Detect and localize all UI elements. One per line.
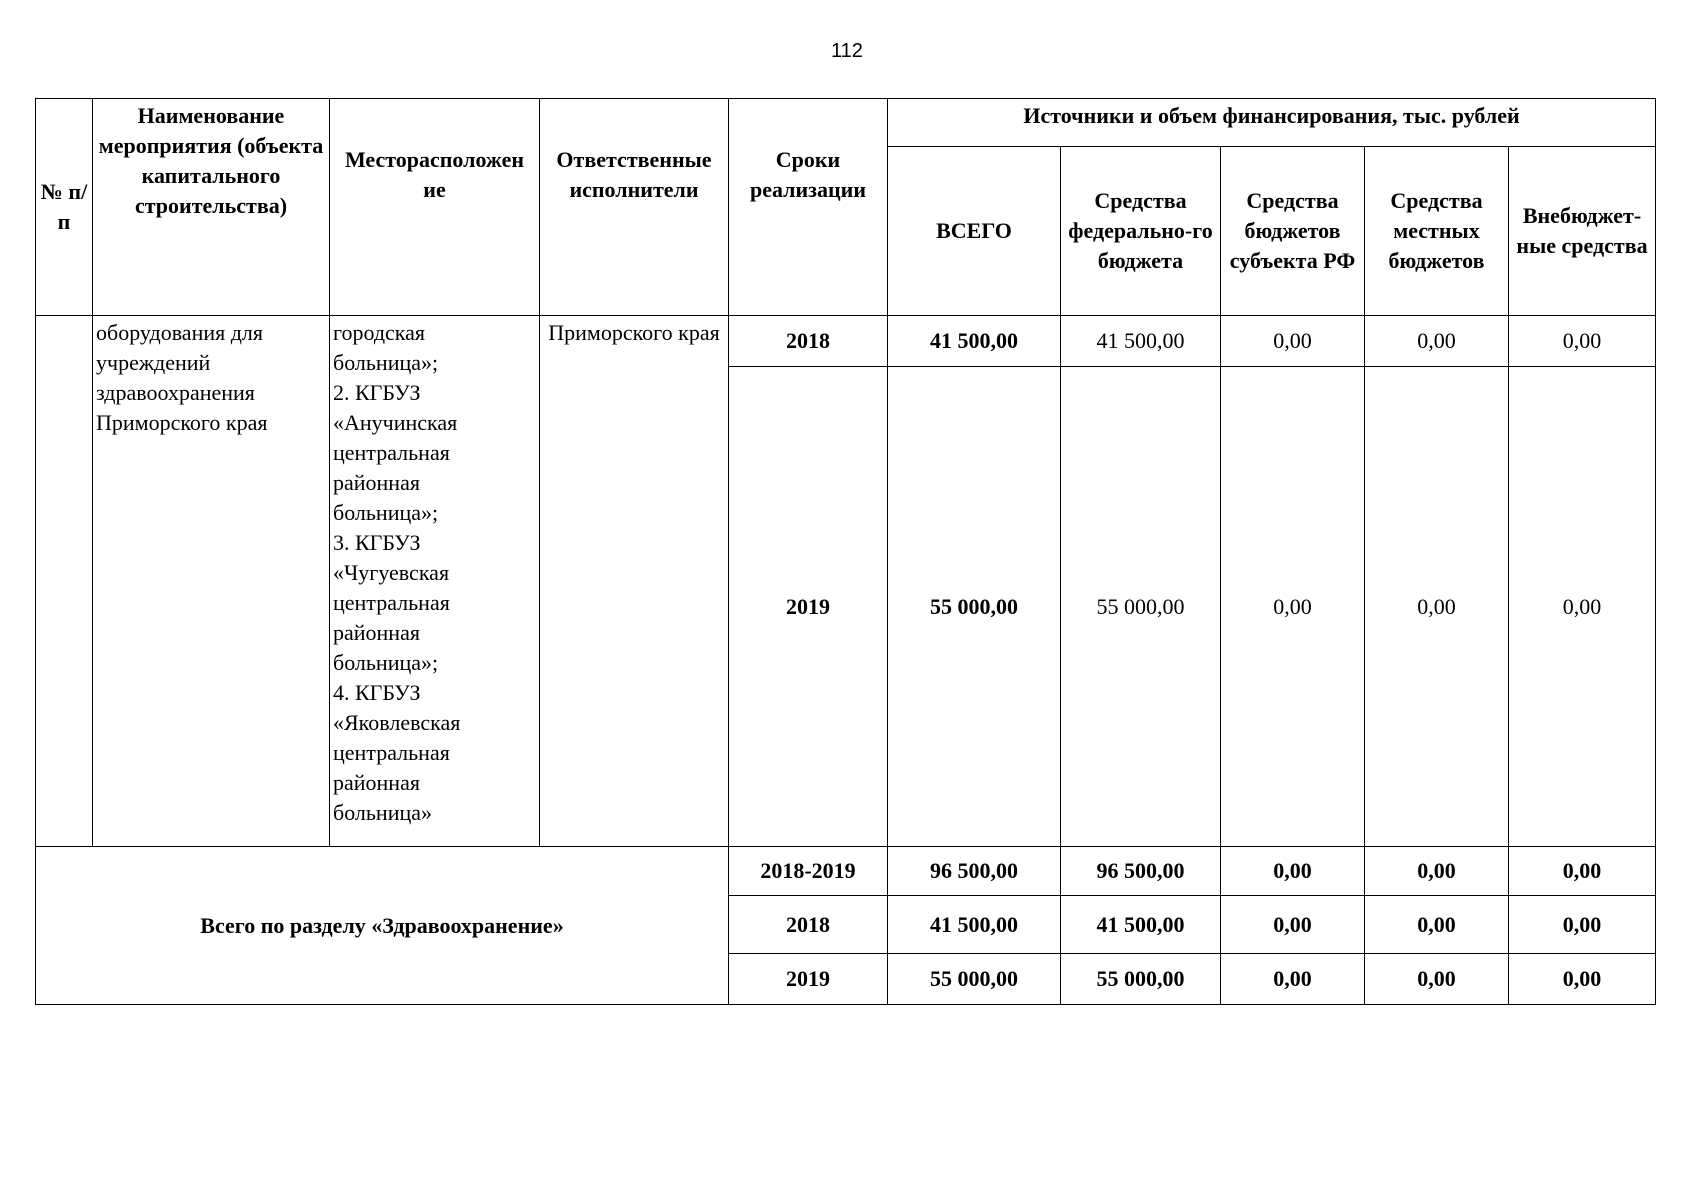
summary-federal: 96 500,00	[1061, 847, 1221, 896]
item-location-line: районная	[333, 770, 420, 795]
item-extra: 0,00	[1509, 316, 1656, 367]
item-local: 0,00	[1365, 367, 1509, 847]
summary-federal: 55 000,00	[1061, 954, 1221, 1005]
summary-extra: 0,00	[1509, 847, 1656, 896]
header-location-line1: Месторасположен	[344, 147, 525, 172]
summary-total: 96 500,00	[888, 847, 1061, 896]
item-location-line: районная	[333, 620, 420, 645]
summary-year: 2018-2019	[729, 847, 888, 896]
header-regional: Средства бюджетов субъекта РФ	[1221, 147, 1365, 316]
summary-local: 0,00	[1365, 954, 1509, 1005]
item-location-line: «Яковлевская	[333, 710, 461, 735]
item-location-line: 3. КГБУЗ	[333, 530, 421, 555]
summary-year: 2018	[729, 896, 888, 954]
header-location-line2: ие	[423, 177, 446, 202]
item-location-line: 4. КГБУЗ	[333, 680, 421, 705]
item-location-line: 2. КГБУЗ	[333, 380, 421, 405]
header-funding-group: Источники и объем финансирования, тыс. рублей	[888, 99, 1656, 147]
summary-local: 0,00	[1365, 896, 1509, 954]
item-local: 0,00	[1365, 316, 1509, 367]
summary-total: 41 500,00	[888, 896, 1061, 954]
item-location-line: больница»	[333, 800, 432, 825]
item-location	[330, 316, 540, 847]
summary-federal: 41 500,00	[1061, 896, 1221, 954]
item-location-line: больница»;	[333, 650, 439, 675]
summary-regional: 0,00	[1221, 847, 1365, 896]
summary-total: 55 000,00	[888, 954, 1061, 1005]
item-responsible: Приморского края	[540, 316, 729, 847]
item-regional: 0,00	[1221, 367, 1365, 847]
item-num	[36, 316, 93, 847]
header-name: Наименование мероприятия (объекта капитального строительства)	[93, 99, 330, 316]
item-location-line: центральная	[333, 590, 450, 615]
header-extra: Внебюджет-ные средства	[1509, 147, 1656, 316]
header-location	[330, 99, 540, 316]
header-federal: Средства федерально-го бюджета	[1061, 147, 1221, 316]
item-name: оборудования для учреждений здравоохранения Приморского края	[93, 316, 330, 847]
summary-row-2018-2019	[36, 847, 1656, 896]
page-number: 112	[831, 40, 863, 62]
item-total: 55 000,00	[888, 367, 1061, 847]
item-location-line: центральная	[333, 440, 450, 465]
header-num: № п/п	[36, 99, 93, 316]
summary-year: 2019	[729, 954, 888, 1005]
summary-extra: 0,00	[1509, 896, 1656, 954]
header-total: ВСЕГО	[888, 147, 1061, 316]
item-federal: 41 500,00	[1061, 316, 1221, 367]
item-year: 2019	[729, 367, 888, 847]
item-location-line: «Анучинская	[333, 410, 458, 435]
item-location-line: больница»;	[333, 350, 439, 375]
summary-regional: 0,00	[1221, 954, 1365, 1005]
item-year: 2018	[729, 316, 888, 367]
summary-regional: 0,00	[1221, 896, 1365, 954]
item-regional: 0,00	[1221, 316, 1365, 367]
item-row-2018	[36, 316, 1656, 367]
item-extra: 0,00	[1509, 367, 1656, 847]
summary-extra: 0,00	[1509, 954, 1656, 1005]
item-location-line: районная	[333, 470, 420, 495]
summary-label: Всего по разделу «Здравоохранение»	[36, 847, 729, 1005]
item-location-line: центральная	[333, 740, 450, 765]
header-responsible: Ответственные исполнители	[540, 99, 729, 316]
financing-table	[35, 98, 1656, 1005]
item-location-line: «Чугуевская	[333, 560, 450, 585]
summary-local: 0,00	[1365, 847, 1509, 896]
header-row-1	[36, 99, 1656, 147]
item-location-line: больница»;	[333, 500, 439, 525]
item-location-line: городская	[333, 320, 426, 345]
item-total: 41 500,00	[888, 316, 1061, 367]
header-terms: Сроки реализации	[729, 99, 888, 316]
item-federal: 55 000,00	[1061, 367, 1221, 847]
header-local: Средства местных бюджетов	[1365, 147, 1509, 316]
